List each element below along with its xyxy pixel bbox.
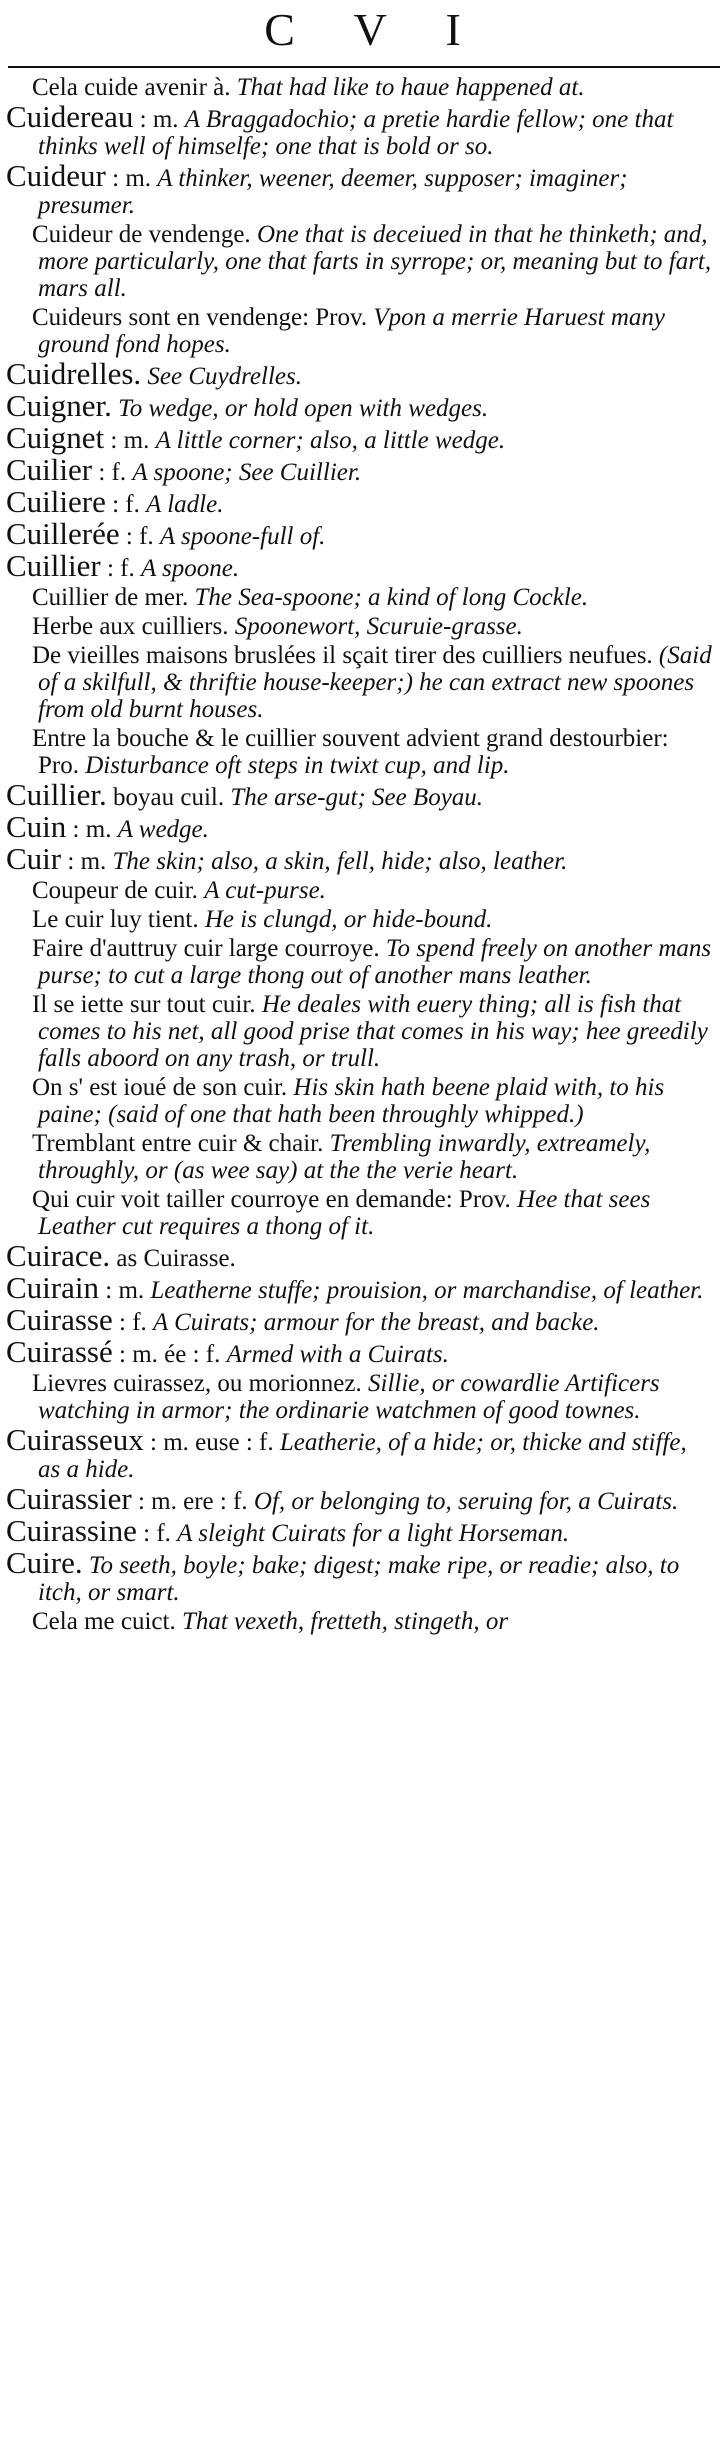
entry-subphrase-block: [0, 74, 725, 101]
entry-subphrase-block: [0, 1186, 725, 1240]
entry-english-gloss: A little corner; also, a little wedge.: [155, 427, 506, 454]
entry-headword: Cuire.: [6, 1545, 83, 1580]
entry-french-text: : m.: [139, 106, 179, 133]
entry-english-gloss: A spoone; See Cuillier.: [132, 459, 362, 486]
entry-french-text: Tremblant entre cuir & chair.: [32, 1130, 324, 1157]
entry-list: [0, 74, 725, 2464]
entry-english-gloss: A Cuirats; armour for the breast, and backe.: [153, 1309, 600, 1336]
entry-french-text: Cuideur de vendenge.: [32, 221, 251, 248]
entry-english-gloss: A spoone.: [141, 555, 240, 582]
entry-headword: Cuidrelles.: [6, 356, 142, 391]
entry-subphrase-block: [0, 1370, 725, 1424]
entry-english-gloss: A wedge.: [117, 816, 209, 843]
entry-french-text: Le cuir luy tient.: [32, 906, 199, 933]
header-rule: [8, 66, 720, 68]
entry-french-text: Cela cuide avenir à.: [32, 74, 231, 101]
entry-french-text: : f.: [106, 555, 135, 582]
entry-headword: Cuirain: [6, 1270, 99, 1305]
entry-english-gloss: (Said of a skilfull, & thriftie house-keeper;) he can extract new spoones from old burnt houses.: [38, 642, 712, 723]
entry-headword: Cuir: [6, 841, 62, 876]
entry-english-gloss: A Braggadochio; a pretie hardie fellow; one that thinks well of himselfe; one that is bold or so.: [38, 106, 674, 160]
entry-subphrase-block: [0, 991, 725, 1072]
entry-french-text: Il se iette sur tout cuir.: [32, 991, 256, 1018]
entry-french-text: Cuideurs sont en vendenge: Prov.: [32, 304, 368, 331]
entry-subphrase-block: [0, 935, 725, 989]
entry-french-text: Coupeur de cuir.: [32, 877, 198, 904]
entry-headword: Cuirassine: [6, 1513, 137, 1548]
entry-english-gloss: That had like to haue happened at.: [236, 74, 585, 101]
entry-headword: Cuigner.: [6, 388, 112, 423]
entry-headword-block: [0, 158, 725, 219]
entry-headword: Cuillier: [6, 548, 101, 583]
entry-french-text: : f.: [125, 523, 154, 550]
entry-headword-block: [0, 1513, 725, 1548]
entry-headword: Cuirasse: [6, 1302, 113, 1337]
entry-subphrase-block: [0, 1608, 725, 1635]
entry-english-gloss: The arse-gut; See Boyau.: [230, 784, 484, 811]
entry-french-text: De vieilles maisons bruslées il sçait tirer des cuilliers neufues.: [32, 642, 653, 669]
entry-subphrase-block: [0, 613, 725, 640]
entry-headword: Cuignet: [6, 420, 105, 455]
entry-subphrase-block: [0, 642, 725, 723]
entry-subphrase-block: [0, 725, 725, 779]
entry-headword-block: [0, 841, 725, 876]
entry-headword-block: [0, 809, 725, 844]
entry-french-text: : m. ée : f.: [119, 1341, 221, 1368]
entry-headword: Cuidereau: [6, 99, 134, 134]
entry-french-text: : m. ere : f.: [137, 1488, 248, 1515]
entry-subphrase-block: [0, 1074, 725, 1128]
entry-french-text: : m.: [72, 816, 112, 843]
entry-headword-block: [0, 1238, 725, 1273]
entry-headword: Cuirasseux: [6, 1422, 144, 1457]
entry-english-gloss: Hee that sees Leather cut requires a thong of it.: [38, 1186, 651, 1240]
entry-headword-block: [0, 1545, 725, 1606]
entry-headword-block: [0, 548, 725, 583]
entry-english-gloss: He deales with euery thing; all is fish that comes to his net, all good prise that comes in his way; hee greedily falls aboord on any trash, or trull.: [38, 991, 708, 1072]
entry-headword: Cuilier: [6, 452, 93, 487]
entry-english-gloss: Sillie, or cowardlie Artificers watching in armor; the ordinarie watchmen of good townes.: [38, 1370, 660, 1424]
entry-english-gloss: His skin hath beene plaid with, to his paine; (said of one that hath been throughly whipped.): [38, 1074, 665, 1128]
entry-english-gloss: A thinker, weener, deemer, supposer; imaginer; presumer.: [38, 165, 628, 219]
entry-english-gloss: The skin; also, a skin, fell, hide; also, leather.: [112, 848, 568, 875]
entry-french-text: : f.: [119, 1309, 147, 1336]
entry-headword: Cuideur: [6, 158, 106, 193]
entry-english-gloss: Vpon a merrie Haruest many ground fond hopes.: [38, 304, 666, 358]
entry-headword-block: [0, 777, 725, 812]
entry-french-text: Cuillier de mer.: [32, 584, 189, 611]
entry-headword: Cuiliere: [6, 484, 106, 519]
entry-english-gloss: Leatherne stuffe; prouision, or marchandise, of leather.: [150, 1277, 704, 1304]
entry-subphrase-block: [0, 221, 725, 302]
entry-french-text: : f.: [112, 491, 140, 518]
entry-headword: Cuirassé: [6, 1334, 113, 1369]
entry-french-text: On s' est ioué de son cuir.: [32, 1074, 288, 1101]
entry-french-text: Herbe aux cuilliers.: [32, 613, 229, 640]
entry-french-text: : m.: [105, 1277, 145, 1304]
entry-english-gloss: Armed with a Cuirats.: [226, 1341, 449, 1368]
entry-french-text: : f.: [143, 1520, 171, 1547]
entry-english-gloss: To spend freely on another mans purse; to cut a large thong out of another mans leather.: [38, 935, 712, 989]
entry-headword-block: [0, 356, 725, 391]
entry-french-text: boyau cuil.: [113, 784, 225, 811]
entry-headword-block: [0, 388, 725, 423]
entry-english-gloss: That vexeth, fretteth, stingeth, or: [181, 1608, 509, 1635]
entry-headword: Cuirace.: [6, 1238, 111, 1273]
entry-headword-block: [0, 452, 725, 487]
entry-subphrase-block: [0, 906, 725, 933]
entry-french-text: Qui cuir voit tailler courroye en demande: Prov.: [32, 1186, 511, 1213]
entry-headword-block: [0, 516, 725, 551]
entry-headword: Cuin: [6, 809, 67, 844]
entry-headword: Cuillerée: [6, 516, 120, 551]
entry-english-gloss: A cut-purse.: [204, 877, 326, 904]
entry-headword-block: [0, 1334, 725, 1369]
entry-headword-block: [0, 420, 725, 455]
entry-headword-block: [0, 1481, 725, 1516]
entry-english-gloss: Spoonewort, Scuruie-grasse.: [234, 613, 523, 640]
entry-english-gloss: One that is deceiued in that he thinketh; and, more particularly, one that farts in syrrope; or, meaning but to fart, mars all.: [38, 221, 712, 302]
entry-subphrase-block: [0, 877, 725, 904]
entry-french-text: : m.: [67, 848, 107, 875]
entry-french-text: Cela me cuict.: [32, 1608, 176, 1635]
entry-english-gloss: A sleight Cuirats for a light Horseman.: [177, 1520, 570, 1547]
entry-subphrase-block: [0, 584, 725, 611]
entry-english-gloss: Trembling inwardly, extreamely, throughly, or (as wee say) at the the verie heart.: [38, 1130, 651, 1184]
entry-english-gloss: To seeth, boyle; bake; digest; make ripe, or readie; also, to itch, or smart.: [38, 1552, 680, 1606]
entry-french-text: Entre la bouche & le cuillier souvent advient grand destourbier: Pro.: [32, 725, 669, 779]
entry-french-text: : m. euse : f.: [150, 1429, 274, 1456]
entry-headword-block: [0, 1422, 725, 1483]
page-header: C V I: [264, 4, 485, 55]
entry-english-gloss: Leatherie, of a hide; or, thicke and stiffe, as a hide.: [38, 1429, 687, 1483]
entry-english-gloss: A spoone-full of.: [159, 523, 326, 550]
entry-english-gloss: Disturbance oft steps in twixt cup, and lip.: [85, 752, 510, 779]
entry-headword: Cuillier.: [6, 777, 107, 812]
entry-subphrase-block: [0, 1130, 725, 1184]
entry-french-text: Faire d'auttruy cuir large courroye.: [32, 935, 380, 962]
entry-english-gloss: See Cuydrelles.: [147, 363, 302, 390]
entry-english-gloss: The Sea-spoone; a kind of long Cockle.: [194, 584, 589, 611]
entry-headword-block: [0, 99, 725, 160]
entry-headword: Cuirassier: [6, 1481, 132, 1516]
entry-english-gloss: He is clungd, or hide-bound.: [204, 906, 493, 933]
entry-headword-block: [0, 1302, 725, 1337]
entry-english-gloss: To wedge, or hold open with wedges.: [118, 395, 489, 422]
entry-english-gloss: A ladle.: [146, 491, 224, 518]
entry-headword-block: [0, 484, 725, 519]
entry-subphrase-block: [0, 304, 725, 358]
entry-french-text: : f.: [98, 459, 127, 486]
entry-headword-block: [0, 1270, 725, 1305]
entry-english-gloss: Of, or belonging to, seruing for, a Cuirats.: [253, 1488, 679, 1515]
entry-french-text: : m.: [112, 165, 152, 192]
entry-french-text: as Cuirasse.: [116, 1245, 236, 1272]
entry-french-text: : m.: [110, 427, 150, 454]
entry-french-text: Lievres cuirassez, ou morionnez.: [32, 1370, 362, 1397]
